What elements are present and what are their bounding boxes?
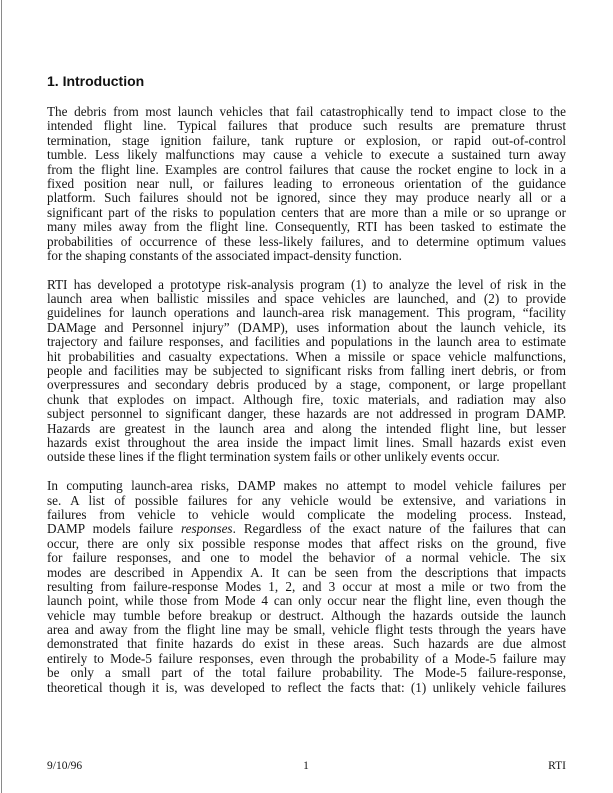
- text-line: area and away from the flight line may be small, vehicle flight tests through the years have: [47, 623, 566, 638]
- text-line: trajectory and failure responses, and facilities and populations in the launch area to estimate: [47, 335, 566, 350]
- text-line: demonstrated that finite hazards do exist in these areas. Such hazards are due almost: [47, 637, 566, 652]
- text-line: launch point, while those from Mode 4 can only occur near the flight line, even though the: [47, 594, 566, 609]
- text-line: hit probabilities and casualty expectations. When a missile or space vehicle malfunctions,: [47, 349, 566, 364]
- text-line: [47, 522, 566, 536]
- text-line: termination, stage ignition failure, tank rupture or explosion, or rapid out-of-control: [47, 133, 566, 148]
- footer-date: 9/10/96: [47, 760, 83, 772]
- text-line: tumble. Less likely malfunctions may cause a vehicle to execute a sustained turn away: [47, 148, 566, 163]
- text-line: chunk that explodes on impact. Although fire, toxic materials, and radiation may also: [47, 392, 566, 407]
- paragraph: [47, 105, 566, 263]
- text-line: from the flight line. Examples are control failures that cause the rocket engine to lock in a: [47, 162, 566, 177]
- text-line: RTI has developed a prototype risk-analysis program (1) to analyze the level of risk in the: [47, 277, 566, 292]
- text-line: occur, there are only six possible response modes that affect risks on the ground, five: [47, 536, 566, 551]
- paragraph: [47, 278, 566, 465]
- text-line: modes are described in Appendix A. It can be seen from the descriptions that impacts: [47, 565, 566, 580]
- text-segment: . Regardless of the exact nature of the failures that can: [232, 522, 566, 537]
- text-line: Hazards are greatest in the launch area and along the intended flight line, but lesser: [47, 421, 566, 436]
- section-heading: 1. Introduction: [47, 73, 145, 89]
- text-line: fixed position near null, or failures leading to erroneous orientation of the guidance: [47, 176, 566, 191]
- text-line: probabilities of occurrence of these less-likely failures, and to determine optimum values: [47, 234, 566, 249]
- scan-edge-line: [1, 0, 2, 793]
- text-line: overpressures and secondary debris produced by a stage, component, or large propellant: [47, 378, 566, 393]
- text-segment: DAMP models failure: [47, 522, 182, 537]
- text-line: launch area when ballistic missiles and space vehicles are launched, and (2) to provide: [47, 292, 566, 307]
- footer-page-number: 1: [303, 760, 309, 772]
- text-line: resulting from failure-response Modes 1, 2, and 3 occur at most a mile or two from the: [47, 579, 566, 594]
- text-line: people and facilities may be subjected to significant risks from falling inert debris, or from: [47, 364, 566, 379]
- text-line: be only a small part of the total failure probability. The Mode-5 failure-response,: [47, 666, 566, 681]
- paragraph: [47, 479, 566, 695]
- text-line: intended flight line. Typical failures that produce such results are premature thrust: [47, 119, 566, 134]
- text-line: subject personnel to significant danger, these hazards are not addressed in program DAMP.: [47, 407, 566, 422]
- text-line: vehicle may tumble before breakup or destruct. Although the hazards outside the launch: [47, 608, 566, 623]
- text-line: The debris from most launch vehicles that fail catastrophically tend to impact close to the: [47, 105, 566, 119]
- text-line: guidelines for launch operations and launch-area risk management. This program, “facility: [47, 306, 566, 321]
- text-line: outside these lines if the flight termination system fails or other unlikely events occur.: [47, 450, 500, 465]
- text-line: for failure responses, and one to model the behavior of a normal vehicle. The six: [47, 551, 566, 566]
- text-line: DAMage and Personnel injury” (DAMP), uses information about the launch vehicle, its: [47, 320, 566, 335]
- text-line: significant part of the risks to population centers that are more than a mile or so uprange or: [47, 205, 566, 220]
- text-line: failures from vehicle to vehicle would complicate the modeling process. Instead,: [47, 507, 566, 522]
- text-line: In computing launch-area risks, DAMP makes no attempt to model vehicle failures per: [47, 479, 566, 494]
- text-line: hazards exist throughout the area inside the impact limit lines. Small hazards exist even: [47, 435, 566, 450]
- footer-organization: RTI: [548, 760, 566, 772]
- text-line: for the shaping constants of the associated impact-density function.: [47, 248, 402, 263]
- text-line: se. A list of possible failures for any vehicle would be extensive, and variations in: [47, 493, 566, 508]
- text-line: platform. Such failures should not be ignored, since they may produce nearly all or a: [47, 191, 566, 206]
- italic-text: responses: [181, 522, 233, 537]
- text-line: entirely to Mode-5 failure responses, even through the probability of a Mode-5 failure may: [47, 651, 566, 666]
- text-line: theoretical though it is, was developed to reflect the facts that: (1) unlikely vehicle failures: [47, 680, 566, 695]
- body-text: [47, 105, 566, 709]
- text-line: many miles away from the flight line. Consequently, RTI has been tasked to estimate the: [47, 220, 566, 235]
